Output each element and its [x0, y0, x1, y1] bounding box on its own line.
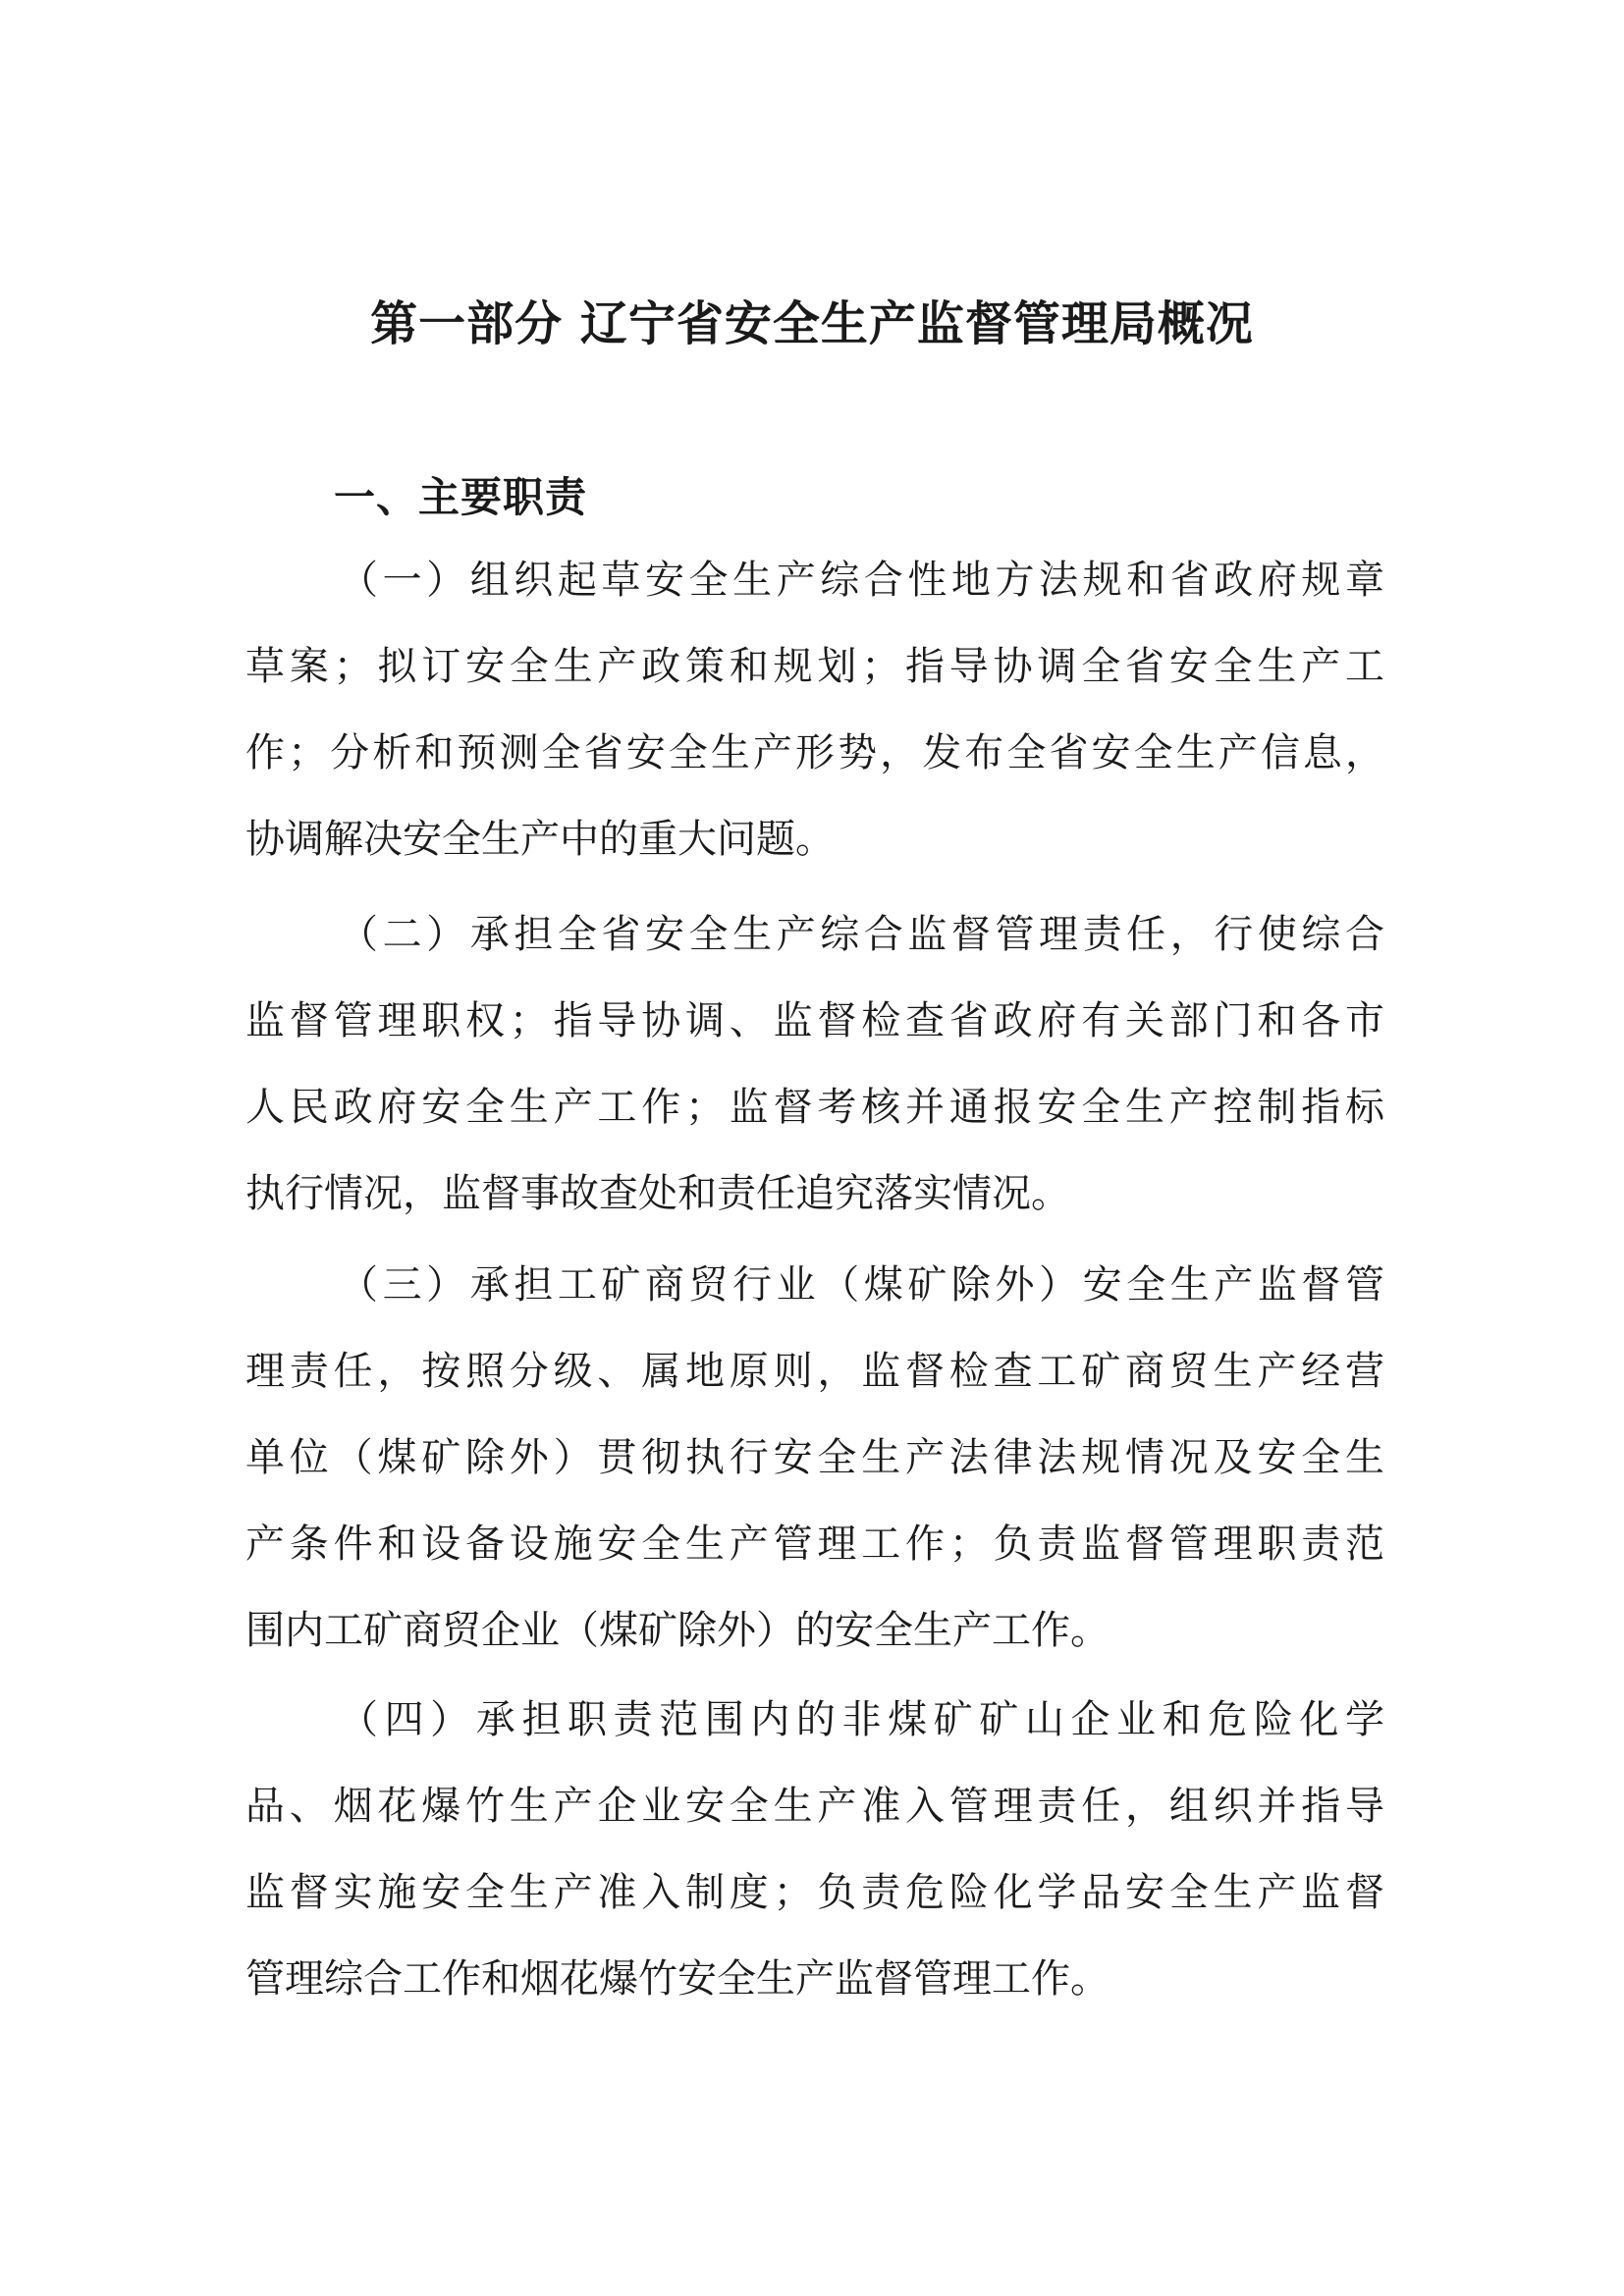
paragraph-line: （一）组织起草安全生产综合性地方法规和省政府规章 — [339, 558, 1384, 603]
paragraph-line: （四）承担职责范围内的非煤矿矿山企业和危险化学 — [339, 1697, 1384, 1742]
paragraph-line: 理责任，按照分级、属地原则，监督检查工矿商贸生产经营 — [245, 1349, 1384, 1394]
section-heading: 一、主要职责 — [334, 473, 588, 521]
paragraph-line: 执行情况，监督事故查处和责任追究落实情况。 — [245, 1171, 1070, 1216]
paragraph-line: 管理综合工作和烟花爆竹安全生产监督管理工作。 — [245, 1956, 1110, 2002]
paragraph-line: 品、烟花爆竹生产企业安全生产准入管理责任，组织并指导 — [245, 1784, 1384, 1829]
paragraph-line: 草案；拟订安全生产政策和规划；指导协调全省安全生产工 — [245, 644, 1384, 689]
paragraph-line: 监督管理职权；指导协调、监督检查省政府有关部门和各市 — [245, 998, 1384, 1043]
paragraph-line: 产条件和设备设施安全生产管理工作；负责监督管理职责范 — [245, 1522, 1384, 1567]
paragraph-responsibility-4 — [245, 1677, 1384, 2022]
paragraph-line: 监督实施安全生产准入制度；负责危险化学品安全生产监督 — [245, 1870, 1384, 1915]
paragraph-line: 人民政府安全生产工作；监督考核并通报安全生产控制指标 — [245, 1085, 1384, 1130]
paragraph-line: 围内工矿商贸企业（煤矿除外）的安全生产工作。 — [245, 1608, 1110, 1653]
paragraph-line: 作；分析和预测全省安全生产形势，发布全省安全生产信息， — [245, 730, 1384, 775]
paragraph-responsibility-2 — [245, 891, 1384, 1237]
paragraph-line: （三）承担工矿商贸行业（煤矿除外）安全生产监督管 — [339, 1262, 1384, 1308]
document-title: 第一部分 辽宁省安全生产监督管理局概况 — [370, 296, 1254, 351]
paragraph-responsibility-3 — [245, 1242, 1384, 1674]
paragraph-responsibility-1 — [245, 537, 1384, 882]
paragraph-line: 协调解决安全生产中的重大问题。 — [245, 817, 835, 862]
paragraph-line: 单位（煤矿除外）贯彻执行安全生产法律法规情况及安全生 — [245, 1435, 1384, 1480]
paragraph-line: （二）承担全省安全生产综合监督管理责任，行使综合 — [339, 912, 1384, 957]
